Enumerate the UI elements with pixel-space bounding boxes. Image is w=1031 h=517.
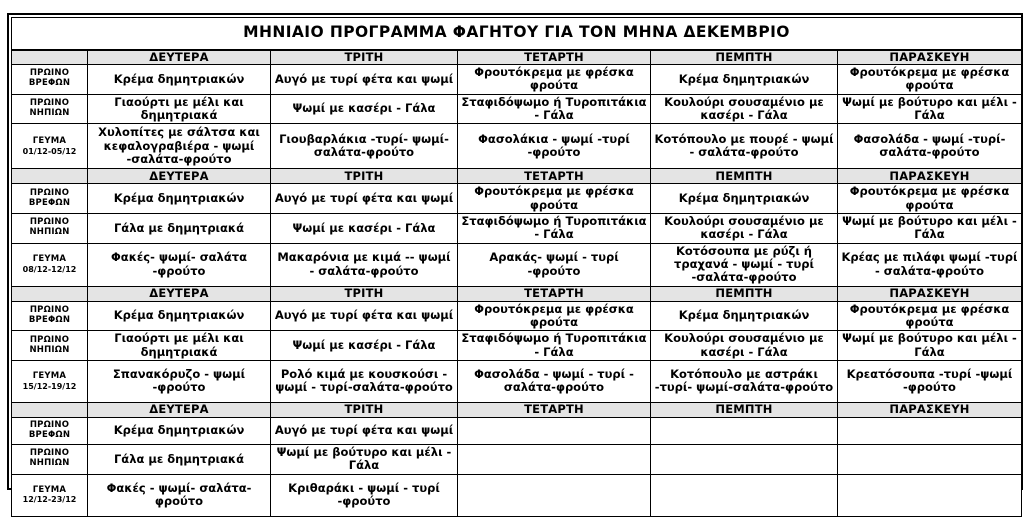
- meal-cell: Αυγό με τυρί φέτα και ψωμί: [271, 417, 458, 444]
- meal-cell: Ψωμί με βούτυρο και μέλι - Γάλα: [271, 444, 458, 474]
- row-label-line2: ΝΗΠΙΩΝ: [29, 107, 70, 118]
- day-header-tuesday-week-2: ΤΡΙΤΗ: [271, 169, 458, 184]
- row-label-line1: ΠΡΩΙΝΟ: [29, 448, 70, 459]
- day-header-friday-week-3: ΠΑΡΑΣΚΕΥΗ: [838, 286, 1022, 301]
- meal-cell: Αυγό με τυρί φέτα και ψωμί: [271, 184, 458, 214]
- title-row: [12, 18, 1022, 50]
- row-label-lunch-week-2: [12, 243, 88, 286]
- day-header-wednesday-week-3: ΤΕΤΑΡΤΗ: [458, 286, 651, 301]
- meal-cell: Φασολάδα - ψωμί -τυρί- σαλάτα-φρούτο: [838, 124, 1022, 169]
- corner-cell-week-1: [12, 50, 88, 65]
- row-label-line1: ΠΡΩΙΝΟ: [29, 217, 70, 228]
- meal-cell: Γάλα με δημητριακά: [88, 444, 271, 474]
- day-header-friday-week-4: ΠΑΡΑΣΚΕΥΗ: [838, 402, 1022, 417]
- table-row-breakfast-toddlers-week-2: [12, 213, 1022, 243]
- meal-cell: Κοτόσουπα με ρύζι ή τραχανά - ψωμί - τυρί -σαλάτα-φρούτο: [651, 243, 838, 286]
- row-label-line2: ΝΗΠΙΩΝ: [29, 458, 70, 469]
- meal-cell: Αρακάς- ψωμί - τυρί -φρούτο: [458, 243, 651, 286]
- meal-cell-empty: [651, 417, 838, 444]
- meal-cell: Φασολάκια - ψωμί -τυρί -φρούτο: [458, 124, 651, 169]
- meal-cell: Ρολό κιμά με κουσκούσι - ψωμί - τυρί-σαλάτα-φρούτο: [271, 360, 458, 402]
- day-header-wednesday-week-4: ΤΕΤΑΡΤΗ: [458, 402, 651, 417]
- meal-cell: Ψωμί με κασέρι - Γάλα: [271, 94, 458, 124]
- meal-cell-empty: [838, 444, 1022, 474]
- meal-cell: Κρέμα δημητριακών: [88, 301, 271, 331]
- schedule-inner-wrapper: [11, 17, 1021, 509]
- meal-cell: Ψωμί με βούτυρο και μέλι - Γάλα: [838, 213, 1022, 243]
- meal-cell-empty: [651, 474, 838, 516]
- row-label-lunch-text: ΓΕΥΜΑ: [32, 135, 67, 146]
- meal-cell: Φρουτόκρεμα με φρέσκα φρούτα: [458, 184, 651, 214]
- day-header-friday-week-2: ΠΑΡΑΣΚΕΥΗ: [838, 169, 1022, 184]
- row-label-breakfast-toddlers-week-3: [12, 331, 88, 361]
- corner-cell-week-4: [12, 402, 88, 417]
- page-title: [12, 18, 1022, 50]
- meal-cell: Αυγό με τυρί φέτα και ψωμί: [271, 65, 458, 95]
- meal-cell-empty: [838, 474, 1022, 516]
- meal-cell: Φρουτόκρεμα με φρέσκα φρούτα: [458, 65, 651, 95]
- day-header-thursday-week-2: ΠΕΜΠΤΗ: [651, 169, 838, 184]
- meal-cell: Φακές - ψωμί- σαλάτα-φρούτο: [88, 474, 271, 516]
- table-row-lunch-week-4: [12, 474, 1022, 516]
- meal-cell: Σταφιδόψωμο ή Τυροπιτάκια - Γάλα: [458, 94, 651, 124]
- row-label-line1: ΠΡΩΙΝΟ: [29, 68, 70, 79]
- day-header-tuesday-week-4: ΤΡΙΤΗ: [271, 402, 458, 417]
- row-label-breakfast-infants-week-1: [12, 65, 88, 95]
- row-label-lunch-text: ΓΕΥΜΑ: [32, 254, 67, 265]
- row-label-line2: ΝΗΠΙΩΝ: [29, 227, 70, 238]
- row-label-line1: ΠΡΩΙΝΟ: [29, 334, 70, 345]
- row-label-lunch-date: 01/12-05/12: [22, 146, 77, 156]
- meal-cell: Ψωμί με κασέρι - Γάλα: [271, 213, 458, 243]
- day-header-row-week-3: [12, 286, 1022, 301]
- meal-cell: Κρεατόσουπα -τυρί -ψωμί -φρούτο: [838, 360, 1022, 402]
- meal-cell: Κριθαράκι - ψωμί - τυρί -φρούτο: [271, 474, 458, 516]
- page-title-text: ΜΗΝΙΑΙΟ ΠΡΟΓΡΑΜΜΑ ΦΑΓΗΤΟΥ ΓΙΑ ΤΟΝ ΜΗΝΑ ΔΕΚΕΜΒΡΙΟ: [243, 23, 790, 42]
- row-label-lunch-week-1: [12, 124, 88, 169]
- day-header-monday-week-1: ΔΕΥΤΕΡΑ: [88, 50, 271, 65]
- day-header-monday-week-3: ΔΕΥΤΕΡΑ: [88, 286, 271, 301]
- row-label-breakfast-toddlers-week-2: [12, 213, 88, 243]
- day-header-thursday-week-3: ΠΕΜΠΤΗ: [651, 286, 838, 301]
- row-label-lunch-week-3: [12, 360, 88, 402]
- meal-cell: Κουλούρι σουσαμένιο με κασέρι - Γάλα: [651, 94, 838, 124]
- meal-cell: Κρέμα δημητριακών: [651, 301, 838, 331]
- row-label-line1: ΠΡΩΙΝΟ: [29, 98, 70, 109]
- table-row-lunch-week-3: [12, 360, 1022, 402]
- table-row-breakfast-toddlers-week-4: [12, 444, 1022, 474]
- meal-cell-empty: [458, 474, 651, 516]
- row-label-breakfast-infants-week-4: [12, 417, 88, 444]
- schedule-sheet-frame: [7, 13, 1023, 509]
- row-label-line2: ΒΡΕΦΩΝ: [28, 429, 71, 440]
- meal-cell: Ψωμί με βούτυρο και μέλι - Γάλα: [838, 331, 1022, 361]
- table-row-breakfast-toddlers-week-1: [12, 94, 1022, 124]
- meal-cell: Φρουτόκρεμα με φρέσκα φρούτα: [838, 65, 1022, 95]
- meal-cell: Κρέμα δημητριακών: [651, 184, 838, 214]
- row-label-line2: ΒΡΕΦΩΝ: [28, 78, 71, 89]
- day-header-friday-week-1: ΠΑΡΑΣΚΕΥΗ: [838, 50, 1022, 65]
- meal-cell: Κουλούρι σουσαμένιο με κασέρι - Γάλα: [651, 213, 838, 243]
- table-row-breakfast-infants-week-1: [12, 65, 1022, 95]
- meal-cell-empty: [458, 417, 651, 444]
- row-label-line1: ΠΡΩΙΝΟ: [29, 420, 70, 431]
- meal-cell: Φακές- ψωμί- σαλάτα -φρούτο: [88, 243, 271, 286]
- row-label-lunch-text: ΓΕΥΜΑ: [32, 370, 67, 381]
- corner-cell-week-3: [12, 286, 88, 301]
- meal-cell-empty: [838, 417, 1022, 444]
- day-header-wednesday-week-2: ΤΕΤΑΡΤΗ: [458, 169, 651, 184]
- day-header-tuesday-week-1: ΤΡΙΤΗ: [271, 50, 458, 65]
- day-header-thursday-week-1: ΠΕΜΠΤΗ: [651, 50, 838, 65]
- meal-cell: Κρέμα δημητριακών: [88, 184, 271, 214]
- meal-cell: Φρουτόκρεμα με φρέσκα φρούτα: [458, 301, 651, 331]
- meal-cell: Μακαρόνια με κιμά -- ψωμί - σαλάτα-φρούτο: [271, 243, 458, 286]
- row-label-line2: ΒΡΕΦΩΝ: [28, 314, 71, 325]
- meal-schedule-table: [11, 17, 1022, 517]
- corner-cell-week-2: [12, 169, 88, 184]
- day-header-row-week-2: [12, 169, 1022, 184]
- day-header-wednesday-week-1: ΤΕΤΑΡΤΗ: [458, 50, 651, 65]
- meal-cell: Κρέμα δημητριακών: [651, 65, 838, 95]
- row-label-line2: ΝΗΠΙΩΝ: [29, 344, 70, 355]
- meal-cell-empty: [651, 444, 838, 474]
- table-row-breakfast-toddlers-week-3: [12, 331, 1022, 361]
- meal-cell: Γάλα με δημητριακά: [88, 213, 271, 243]
- table-row-breakfast-infants-week-2: [12, 184, 1022, 214]
- row-label-line1: ΠΡΩΙΝΟ: [29, 187, 70, 198]
- meal-cell: Κρέμα δημητριακών: [88, 65, 271, 95]
- day-header-row-week-1: [12, 50, 1022, 65]
- meal-cell: Γιαούρτι με μέλι και δημητριακά: [88, 94, 271, 124]
- meal-cell: Φασολάδα - ψωμί - τυρί - σαλάτα-φρούτο: [458, 360, 651, 402]
- day-header-monday-week-4: ΔΕΥΤΕΡΑ: [88, 402, 271, 417]
- meal-cell-empty: [458, 444, 651, 474]
- table-row-lunch-week-2: [12, 243, 1022, 286]
- row-label-breakfast-toddlers-week-4: [12, 444, 88, 474]
- row-label-lunch-text: ΓΕΥΜΑ: [32, 484, 67, 495]
- meal-cell: Αυγό με τυρί φέτα και ψωμί: [271, 301, 458, 331]
- row-label-lunch-date: 15/12-19/12: [22, 381, 77, 391]
- meal-cell: Φρουτόκρεμα με φρέσκα φρούτα: [838, 301, 1022, 331]
- meal-cell: Ψωμί με βούτυρο και μέλι - Γάλα: [838, 94, 1022, 124]
- table-row-lunch-week-1: [12, 124, 1022, 169]
- meal-cell: Κουλούρι σουσαμένιο με κασέρι - Γάλα: [651, 331, 838, 361]
- row-label-breakfast-toddlers-week-1: [12, 94, 88, 124]
- table-row-breakfast-infants-week-4: [12, 417, 1022, 444]
- meal-cell: Κρέας με πιλάφι ψωμί -τυρί - σαλάτα-φρούτο: [838, 243, 1022, 286]
- row-label-lunch-week-4: [12, 474, 88, 516]
- row-label-line1: ΠΡΩΙΝΟ: [29, 305, 70, 316]
- meal-cell: Κοτόπουλο με πουρέ - ψωμί - σαλάτα-φρούτο: [651, 124, 838, 169]
- row-label-lunch-date: 12/12-23/12: [22, 495, 77, 505]
- row-label-line2: ΒΡΕΦΩΝ: [28, 197, 71, 208]
- row-label-breakfast-infants-week-2: [12, 184, 88, 214]
- meal-cell: Χυλοπίτες με σάλτσα και κεφαλογραβιέρα - ψωμί -σαλάτα-φρούτο: [88, 124, 271, 169]
- meal-cell: Φρουτόκρεμα με φρέσκα φρούτα: [838, 184, 1022, 214]
- row-label-lunch-date: 08/12-12/12: [22, 264, 77, 274]
- meal-cell: Σπανακόρυζο - ψωμί -φρούτο: [88, 360, 271, 402]
- day-header-monday-week-2: ΔΕΥΤΕΡΑ: [88, 169, 271, 184]
- meal-cell: Κοτόπουλο με αστράκι -τυρί- ψωμί-σαλάτα-φρούτο: [651, 360, 838, 402]
- table-row-breakfast-infants-week-3: [12, 301, 1022, 331]
- meal-cell: Κρέμα δημητριακών: [88, 417, 271, 444]
- meal-cell: Σταφιδόψωμο ή Τυροπιτάκια - Γάλα: [458, 213, 651, 243]
- row-label-breakfast-infants-week-3: [12, 301, 88, 331]
- day-header-thursday-week-4: ΠΕΜΠΤΗ: [651, 402, 838, 417]
- meal-cell: Γιουβαρλάκια -τυρί- ψωμί-σαλάτα-φρούτο: [271, 124, 458, 169]
- day-header-row-week-4: [12, 402, 1022, 417]
- day-header-tuesday-week-3: ΤΡΙΤΗ: [271, 286, 458, 301]
- meal-cell: Ψωμί με κασέρι - Γάλα: [271, 331, 458, 361]
- meal-cell: Γιαούρτι με μέλι και δημητριακά: [88, 331, 271, 361]
- meal-cell: Σταφιδόψωμο ή Τυροπιτάκια - Γάλα: [458, 331, 651, 361]
